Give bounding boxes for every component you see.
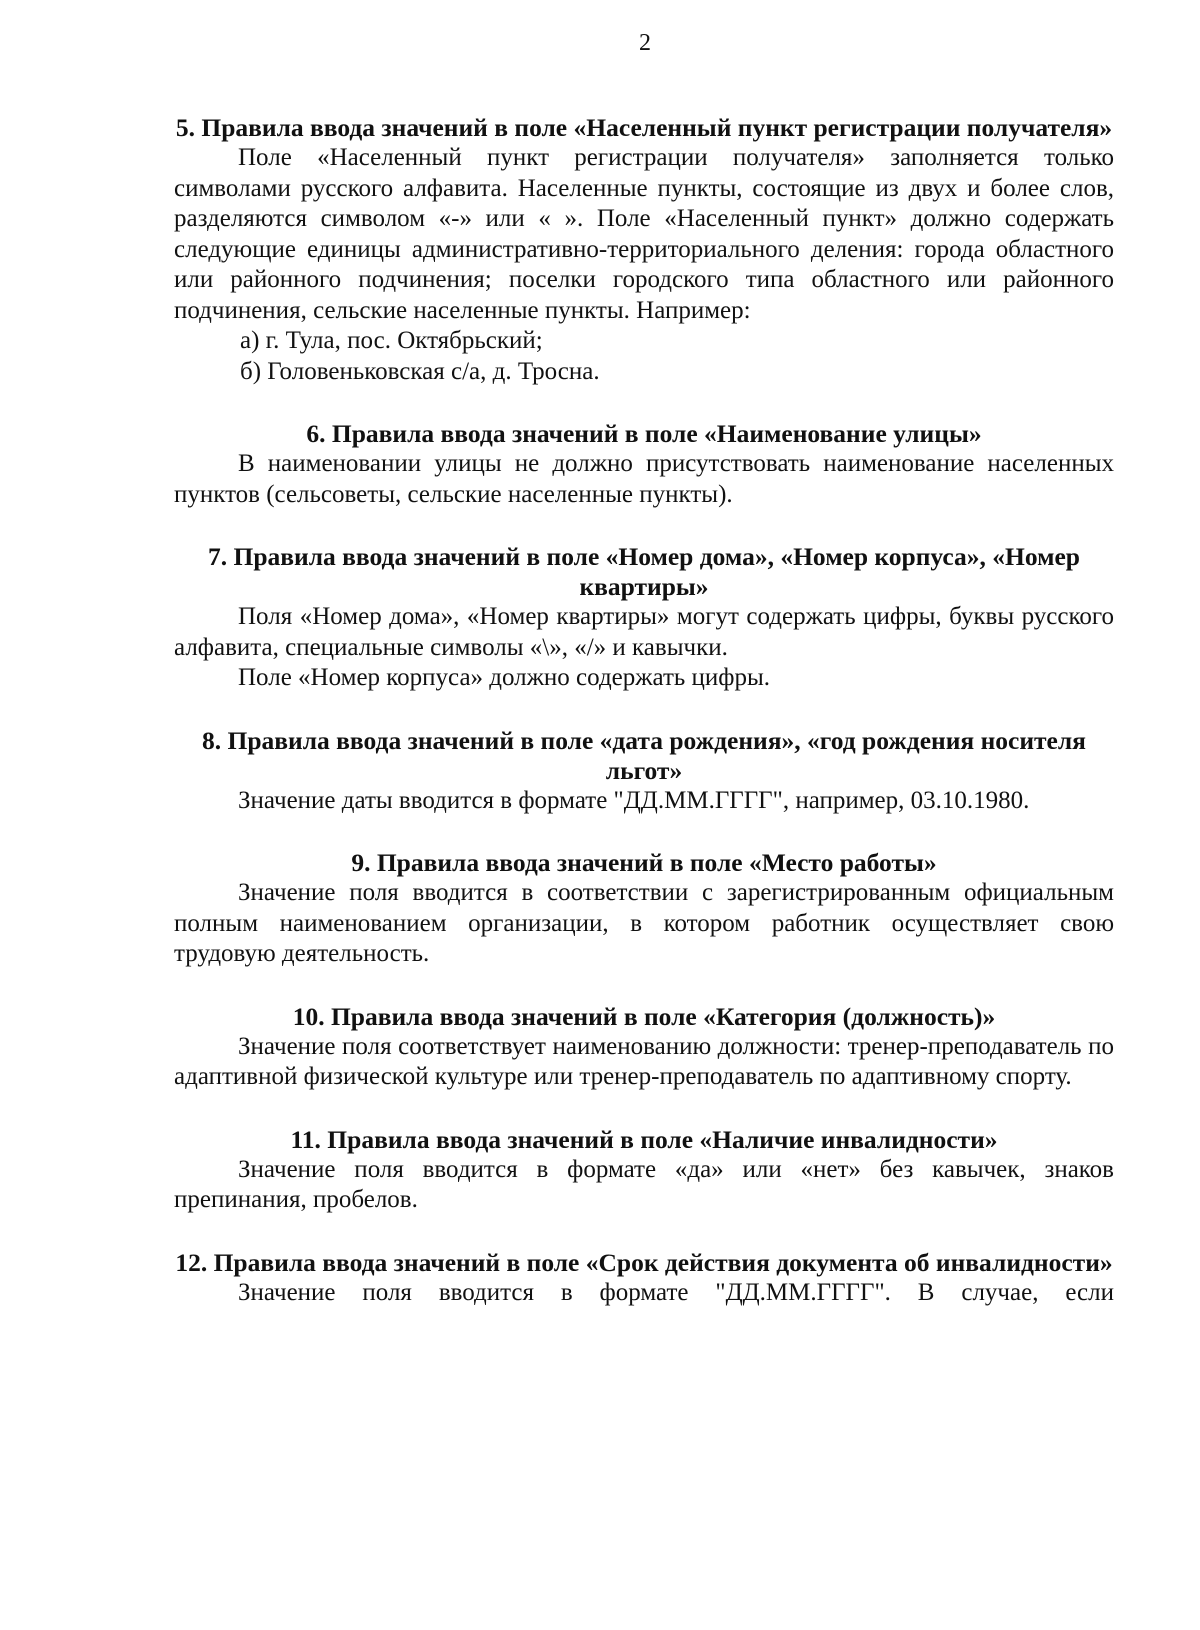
list-item: а) г. Тула, пос. Октябрьский; — [240, 327, 543, 354]
section-heading: 9. Правила ввода значений в поле «Место работы» — [351, 848, 937, 877]
section-heading: 12. Правила ввода значений в поле «Срок действия документа об инвалидности» — [175, 1247, 1113, 1277]
section-12 — [174, 1248, 1114, 1309]
section-heading: 5. Правила ввода значений в поле «Населенный пункт регистрации получателя» — [175, 113, 1113, 142]
section-5 — [174, 113, 1114, 387]
document-body — [174, 113, 1114, 1340]
section-9 — [174, 848, 1114, 970]
section-paragraph: Значение поля вводится в формате "ДД.ММ.ГГГГ". В случае, если — [238, 1278, 1114, 1306]
section-paragraph: Значение поля вводится в формате «да» или «нет» без кавычек, знаков препинания, пробелов. — [174, 1155, 1114, 1213]
section-7 — [174, 542, 1114, 694]
section-heading: 8. Правила ввода значений в поле «дата рождения», «год рождения носителя льгот» — [202, 725, 1086, 785]
section-paragraph: Значение даты вводится в формате "ДД.ММ.ГГГГ", например, 03.10.1980. — [238, 786, 1030, 814]
section-paragraph: Поле «Номер корпуса» должно содержать цифры. — [238, 664, 771, 691]
section-10 — [174, 1002, 1114, 1093]
section-heading: 7. Правила ввода значений в поле «Номер дома», «Номер корпуса», «Номер квартиры» — [208, 542, 1080, 601]
section-paragraph: В наименовании улицы не должно присутствовать наименование населенных пунктов (сельсоветы, сельские населенные пункты). — [174, 450, 1114, 508]
section-11 — [174, 1125, 1114, 1216]
section-heading: 6. Правила ввода значений в поле «Наименование улицы» — [306, 419, 982, 448]
section-paragraph: Поле «Населенный пункт регистрации получателя» заполняется только символами русского алфавита. Населенные пункты, состоящие из двух и более слов, разделяются символом «-» или « ». Поле «Населенный пункт» должно содержать следующие единицы административно-территориального деления: города областного или районного подчинения; поселки городского типа областного или районного подчинения, сельские населенные пункты. Например: — [174, 144, 1114, 324]
section-heading: 10. Правила ввода значений в поле «Категория (должность)» — [292, 1001, 996, 1031]
section-6 — [174, 419, 1114, 510]
page-number: 2 — [639, 30, 651, 56]
section-heading: 11. Правила ввода значений в поле «Наличие инвалидности» — [290, 1124, 998, 1154]
section-paragraph: Значение поля вводится в соответствии с зарегистрированным официальным полным наименованием организации, в котором работник осуществляет свою трудовую деятельность. — [174, 879, 1114, 967]
section-8 — [174, 726, 1114, 817]
section-paragraph: Значение поля соответствует наименованию должности: тренер-преподаватель по адаптивной физической культуре или тренер-преподаватель по адаптивному спорту. — [174, 1032, 1114, 1090]
section-paragraph: Поля «Номер дома», «Номер квартиры» могут содержать цифры, буквы русского алфавита, специальные символы «\», «/» и кавычки. — [174, 603, 1114, 661]
list-item: б) Головеньковская с/а, д. Тросна. — [240, 357, 600, 385]
